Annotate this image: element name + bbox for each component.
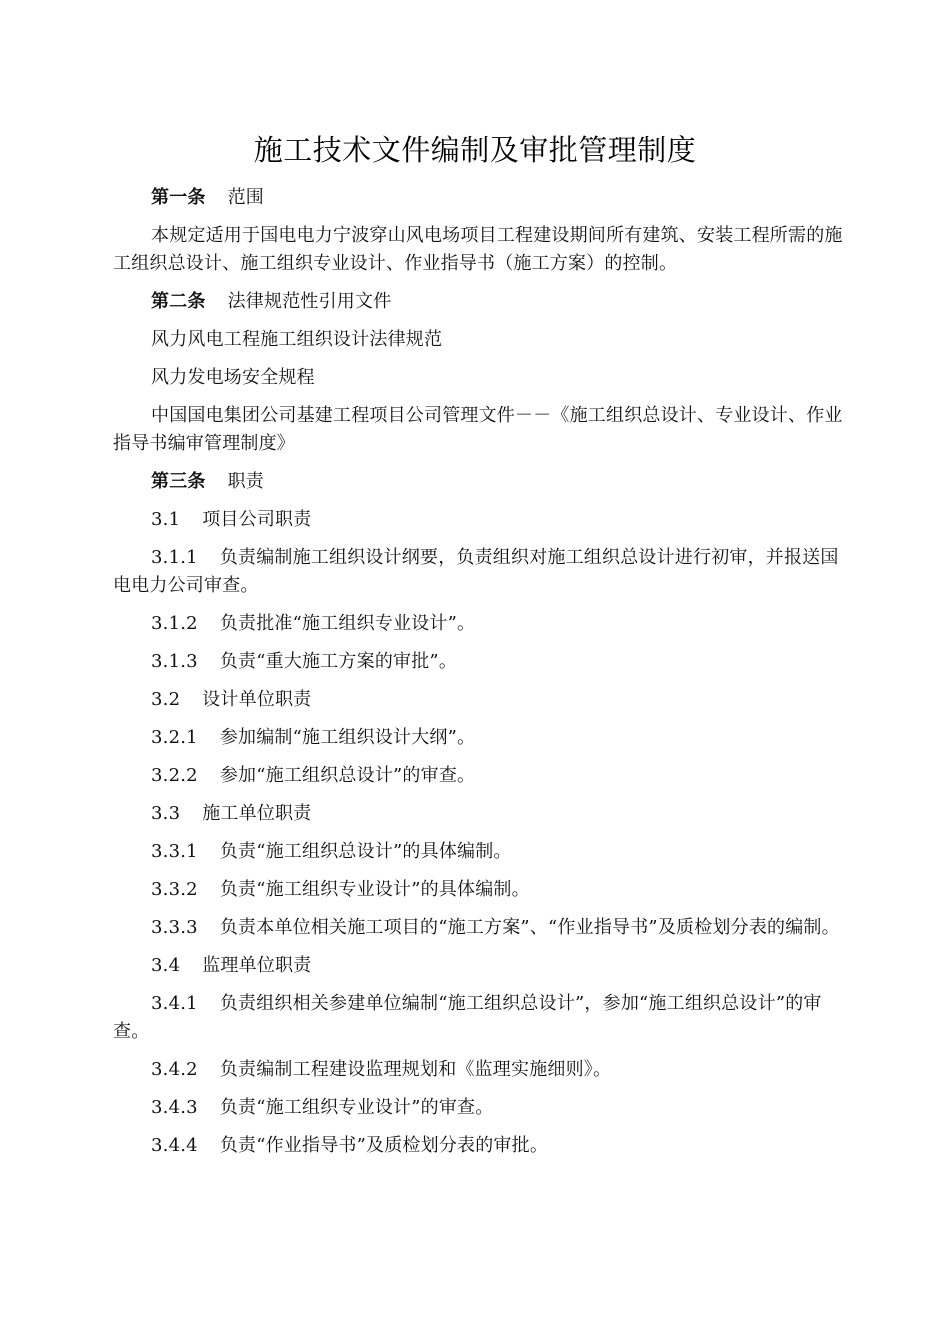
clause-number: 3.2.1 — [151, 727, 198, 748]
clause-item — [113, 610, 853, 638]
clause-text: 负责编制工程建设监理规划和《监理实施细则》。 — [219, 1059, 612, 1080]
clause-item — [113, 914, 853, 942]
clause-item — [113, 800, 853, 828]
clause-number: 3.3 — [151, 803, 181, 824]
clause-item — [113, 686, 853, 714]
article-heading: 范围 — [227, 187, 265, 208]
article-3-heading — [113, 468, 853, 496]
clause-number: 3.1.3 — [151, 651, 198, 672]
clause-text: 参加“施工组织总设计”的审查。 — [219, 765, 476, 786]
article-1-text: 本规定适用于国电电力宁波穿山风电场项目工程建设期间所有建筑、安装工程所需的施工组织总设计、施工组织专业设计、作业指导书（施工方案）的控制。 — [113, 225, 843, 274]
clause-item — [113, 724, 853, 752]
clause-number: 3.1.2 — [151, 613, 198, 634]
clause-text: 施工单位职责 — [202, 803, 312, 824]
clause-item — [113, 1094, 853, 1122]
reference-item: 中国国电集团公司基建工程项目公司管理文件－－《施工组织总设计、专业设计、作业指导书编审管理制度》 — [113, 405, 843, 454]
article-label: 第三条 — [151, 471, 206, 492]
clause-number: 3.3.1 — [151, 841, 198, 862]
clause-item — [113, 762, 853, 790]
document-title: 施工技术文件编制及审批管理制度 — [253, 133, 697, 167]
article-label: 第二条 — [151, 291, 206, 312]
clause-text: 负责本单位相关施工项目的“施工方案”、“作业指导书”及质检划分表的编制。 — [219, 917, 840, 938]
clause-number: 3.4.3 — [151, 1097, 198, 1118]
clause-text: 负责批准“施工组织专业设计”。 — [219, 613, 476, 634]
clause-item — [113, 876, 853, 904]
clause-number: 3.4.2 — [151, 1059, 198, 1080]
clause-item — [113, 838, 853, 866]
clause-text: 负责编制施工组织设计纲要，负责组织对施工组织总设计进行初审，并报送国电电力公司审查。 — [113, 547, 839, 596]
clause-item — [113, 544, 853, 600]
article-heading: 职责 — [227, 471, 265, 492]
article-label: 第一条 — [151, 187, 206, 208]
clause-item — [113, 1132, 853, 1160]
clause-number: 3.3.3 — [151, 917, 198, 938]
clause-text: 负责“作业指导书”及质检划分表的审批。 — [219, 1135, 549, 1156]
clause-number: 3.2 — [151, 689, 181, 710]
clause-text: 项目公司职责 — [202, 509, 312, 530]
clause-item — [113, 506, 853, 534]
reference-item: 风力风电工程施工组织设计法律规范 — [151, 329, 443, 350]
clause-text: 负责“施工组织专业设计”的审查。 — [219, 1097, 494, 1118]
clause-number: 3.4.1 — [151, 993, 198, 1014]
reference-item: 风力发电场安全规程 — [151, 367, 315, 388]
clause-item — [113, 1056, 853, 1084]
clause-number: 3.1 — [151, 509, 181, 530]
clause-number: 3.4.4 — [151, 1135, 198, 1156]
clause-text: 监理单位职责 — [202, 955, 312, 976]
clause-number: 3.1.1 — [151, 547, 198, 568]
article-1-heading — [113, 184, 853, 212]
clause-number: 3.4 — [151, 955, 181, 976]
article-heading: 法律规范性引用文件 — [227, 291, 392, 312]
clause-text: 负责“重大施工方案的审批”。 — [219, 651, 458, 672]
document-body — [113, 184, 853, 1170]
clause-text: 负责“施工组织总设计”的具体编制。 — [219, 841, 512, 862]
clause-item — [113, 952, 853, 980]
clause-text: 负责组织相关参建单位编制“施工组织总设计”，参加“施工组织总设计”的审查。 — [113, 993, 822, 1042]
clause-item — [113, 648, 853, 676]
article-2-heading — [113, 288, 853, 316]
clause-item — [113, 990, 853, 1046]
clause-number: 3.2.2 — [151, 765, 198, 786]
clause-text: 负责“施工组织专业设计”的具体编制。 — [219, 879, 530, 900]
clause-text: 设计单位职责 — [202, 689, 312, 710]
clause-number: 3.3.2 — [151, 879, 198, 900]
clause-text: 参加编制“施工组织设计大纲”。 — [219, 727, 476, 748]
